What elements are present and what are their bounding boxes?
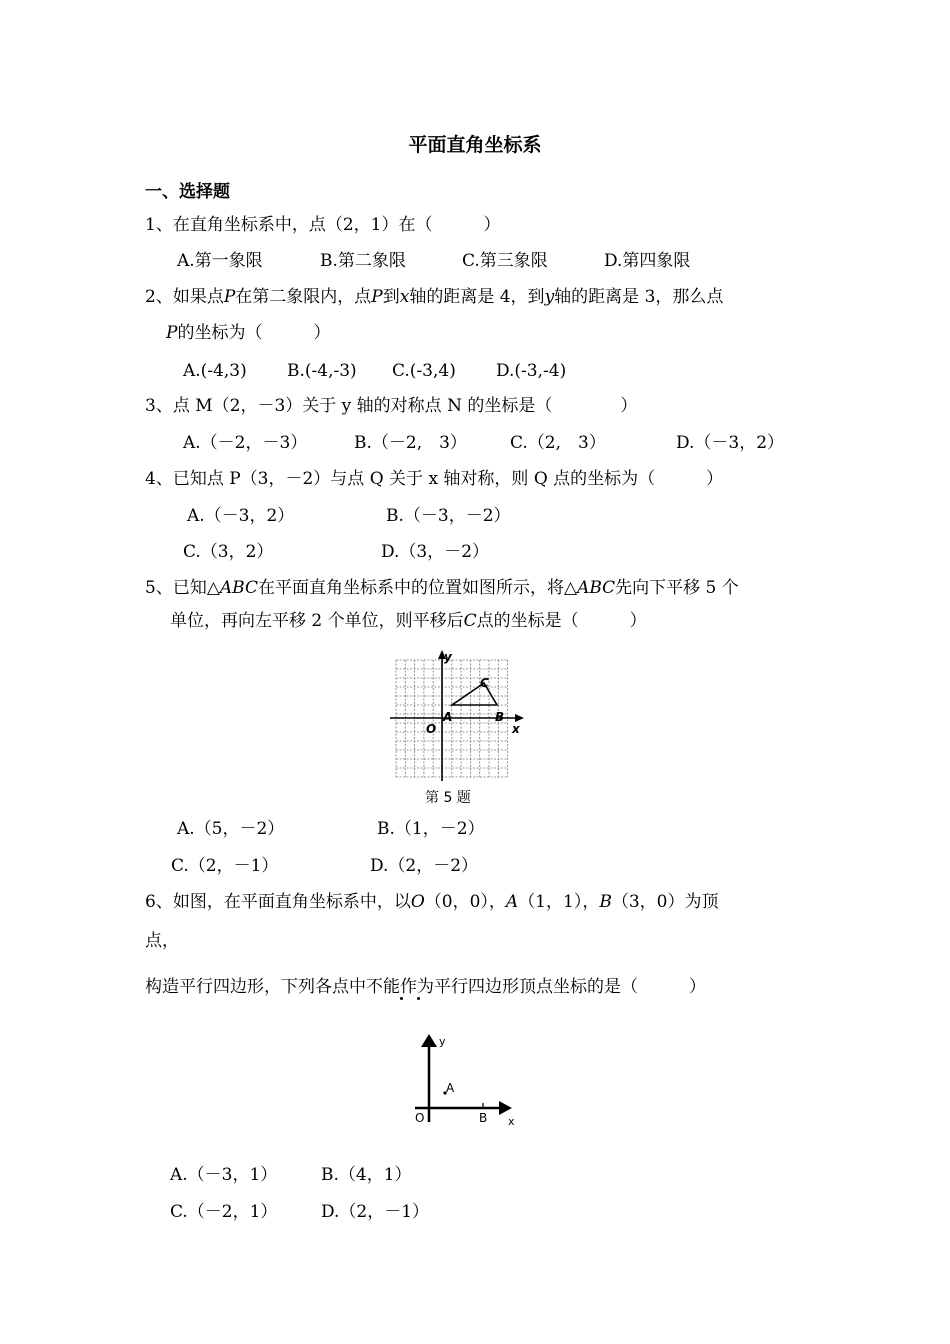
q4-option-c: C.（3，2）	[183, 542, 274, 562]
q6-var-b: B	[599, 892, 612, 912]
q2-text: 到	[382, 287, 400, 307]
q5-var-c: C	[463, 611, 477, 631]
q5-text: 点的坐标是（ ）	[476, 611, 647, 631]
figure-6-point-b-label: B	[479, 1111, 488, 1125]
q2-var-p: P	[223, 287, 236, 307]
q6-text: （1，1），	[518, 892, 600, 912]
q2-text: 的坐标为（ ）	[177, 323, 331, 343]
question-2	[145, 286, 723, 308]
q2-option-c: C.(-3,4)	[392, 361, 456, 381]
question-2-cont	[166, 322, 330, 344]
question-6-cont: 点，	[145, 931, 179, 951]
question-6-cont-2: 构造平行四边形，下列各点中不能作为平行四边形顶点坐标的是（ ）	[145, 977, 706, 997]
q3-option-a: A.（－2，－3）	[183, 433, 308, 453]
q3-option-b: B.（－2, 3）	[354, 433, 467, 453]
q5-text: 5、已知△	[145, 578, 220, 598]
q5-var-abc: ABC	[577, 578, 616, 598]
q5-option-d: D.（2，－2）	[370, 856, 479, 876]
q6-option-a: A.（－3，1）	[170, 1165, 278, 1185]
q5-text: 先向下平移 5 个	[615, 578, 739, 598]
q6-text: （0，0），	[424, 892, 506, 912]
figure-5-caption: 第 5 题	[425, 790, 471, 806]
page-title: 平面直角坐标系	[408, 134, 542, 156]
q4-option-a: A.（－3，2）	[187, 506, 295, 526]
figure-6-axes	[410, 1030, 530, 1130]
q2-option-a: A.(-4,3)	[183, 361, 247, 381]
section-heading: 一、选择题	[145, 182, 230, 202]
figure-5-grid	[388, 645, 538, 813]
q2-var-x: x	[399, 287, 410, 307]
q3-option-c: C.（2, 3）	[510, 433, 606, 453]
q2-option-b: B.(-4,-3)	[287, 361, 357, 381]
question-3: 3、点 M（2，－3）关于 y 轴的对称点 N 的坐标是（ ）	[145, 396, 638, 416]
figure-6-y-label: y	[439, 1035, 446, 1048]
x-axis-arrow-icon	[515, 714, 524, 722]
question-4: 4、已知点 P（3，－2）与点 Q 关于 x 轴对称，则 Q 点的坐标为（ ）	[145, 469, 724, 489]
q5-var-abc: ABC	[219, 578, 258, 598]
figure-6-x-label: x	[508, 1115, 515, 1128]
q5-option-a: A.（5，－2）	[177, 819, 285, 839]
question-5	[145, 577, 739, 599]
q5-option-c: C.（2，－1）	[171, 856, 279, 876]
q6-text: （3，0）为顶	[611, 892, 719, 912]
q1-option-d: D.第四象限	[604, 251, 691, 271]
question-5-cont	[170, 610, 647, 632]
figure-5-point-a-label: A	[443, 710, 453, 724]
q2-text: 轴的距离是 4，到	[409, 287, 545, 307]
q4-option-b: B.（－3，－2）	[386, 506, 511, 526]
figure-6-point-a-label: A	[446, 1081, 455, 1095]
y-axis-arrow-icon	[421, 1034, 437, 1047]
figure-5-point-b-label: B	[495, 710, 505, 724]
q2-var-p: P	[166, 323, 178, 343]
emphasis-dot	[400, 997, 403, 1000]
question-6	[145, 891, 718, 913]
q5-option-b: B.（1，－2）	[377, 819, 485, 839]
figure-6-origin-label: O	[415, 1111, 425, 1125]
q2-var-y: y	[544, 287, 555, 307]
q2-var-p: P	[371, 287, 383, 307]
question-1: 1、在直角坐标系中，点（2，1）在（ ）	[145, 215, 501, 235]
q5-text: 在平面直角坐标系中的位置如图所示，将△	[257, 578, 578, 598]
q1-option-b: B.第二象限	[320, 251, 406, 271]
q1-option-a: A.第一象限	[177, 251, 263, 271]
figure-5-origin-label: O	[426, 722, 437, 736]
q6-var-o: O	[410, 892, 425, 912]
q4-option-d: D.（3，－2）	[381, 542, 490, 562]
q6-option-c: C.（－2，1）	[170, 1202, 278, 1222]
q5-text: 单位，再向左平移 2 个单位，则平移后	[170, 611, 464, 631]
figure-5-point-c-label: C	[480, 676, 489, 690]
q2-option-d: D.(-3,-4)	[496, 361, 567, 381]
q6-text: 6、如图，在平面直角坐标系中，以	[145, 892, 411, 912]
emphasis-dot	[417, 997, 420, 1000]
triangle-abc	[452, 683, 497, 705]
q1-option-c: C.第三象限	[462, 251, 548, 271]
q2-text: 在第二象限内，点	[235, 287, 372, 307]
figure-5-x-label: x	[512, 722, 520, 736]
q6-var-a: A	[505, 892, 519, 912]
q3-option-d: D.（－3，2）	[676, 433, 785, 453]
q6-option-b: B.（4，1）	[321, 1165, 412, 1185]
q2-text: 轴的距离是 3，那么点	[554, 287, 724, 307]
x-axis-arrow-icon	[499, 1101, 512, 1115]
q6-option-d: D.（2，－1）	[321, 1202, 430, 1222]
q2-text: 2、如果点	[145, 287, 224, 307]
figure-5-y-label: y	[444, 650, 452, 664]
